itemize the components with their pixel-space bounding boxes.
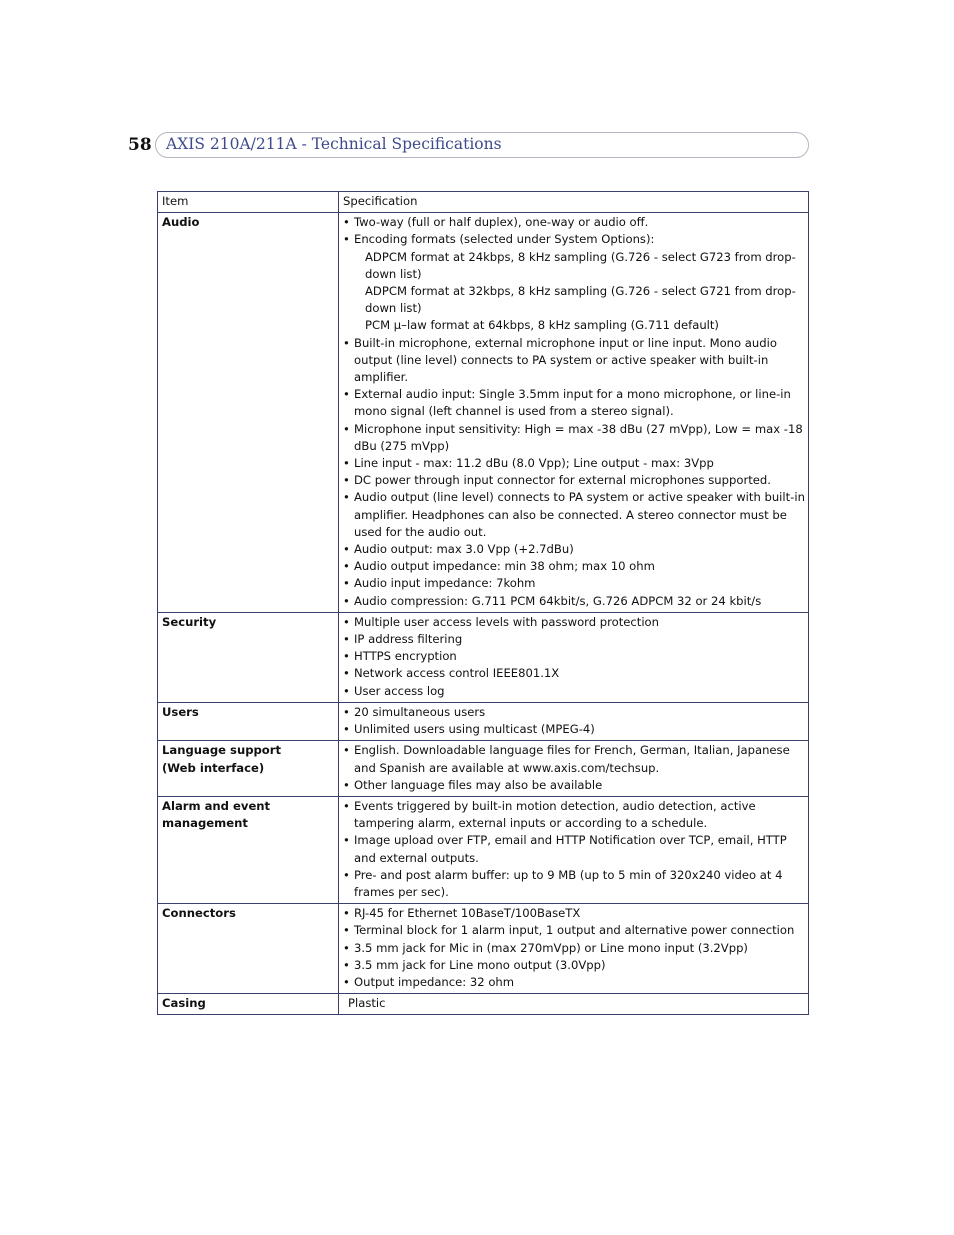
spec-text: 3.5 mm jack for Line mono output (3.0Vpp): [354, 957, 606, 972]
spec-list-item: [343, 777, 805, 794]
row-item-label: Casing: [158, 994, 339, 1015]
page-header: [128, 132, 812, 160]
spec-list-item: [343, 614, 805, 631]
row-specification: [339, 702, 809, 740]
row-item-label: Alarm and event management: [158, 796, 339, 903]
row-specification: [339, 994, 809, 1015]
spec-text: Pre- and post alarm buffer: up to 9 MB (up to 5 min of 320x240 video at 4 frames per sec).: [354, 867, 783, 899]
spec-text: Built-in microphone, external microphone input or line input. Mono audio output (line level) connects to PA system or active speaker with built-in amplifier.: [354, 335, 777, 385]
spec-list-item: [343, 704, 805, 721]
column-header-item: Item: [158, 192, 339, 213]
spec-text: RJ-45 for Ethernet 10BaseT/100BaseTX: [354, 906, 581, 921]
spec-list-item: [343, 575, 805, 592]
page-number: 58: [128, 135, 152, 155]
table-row: [158, 702, 809, 740]
spec-text: Image upload over FTP, email and HTTP Notification over TCP, email, HTTP and external outputs.: [354, 833, 787, 865]
table-row: [158, 994, 809, 1015]
spec-text: External audio input: Single 3.5mm input for a mono microphone, or line-in mono signal (left channel is used from a stereo signal).: [354, 387, 791, 419]
spec-list-item: [343, 832, 805, 866]
spec-list: [343, 905, 805, 991]
page-title: AXIS 210A/211A - Technical Specifications: [166, 135, 502, 153]
spec-text: IP address filtering: [354, 632, 463, 647]
spec-text: Encoding formats (selected under System Options):: [354, 232, 655, 247]
row-item-label: Language support (Web interface): [158, 741, 339, 797]
row-specification: [339, 612, 809, 702]
spec-text: Events triggered by built-in motion detection, audio detection, active tampering alarm, external inputs or according to a schedule.: [354, 798, 756, 831]
spec-text: 20 simultaneous users: [354, 704, 486, 719]
spec-list-item: [343, 867, 805, 901]
spec-list-item: [343, 974, 805, 991]
spec-list-item: [343, 665, 805, 682]
spec-list-item: [343, 489, 805, 541]
spec-list: [343, 742, 805, 794]
spec-sub-item: PCM µ–law format at 64kbps, 8 kHz sampling (G.711 default): [365, 318, 719, 333]
spec-text: Microphone input sensitivity: High = max -38 dBu (27 mVpp), Low = max -18 dBu (275 mVpp): [354, 421, 803, 453]
spec-text: Audio output impedance: min 38 ohm; max 10 ohm: [354, 559, 655, 574]
spec-sub-item: ADPCM format at 32kbps, 8 kHz sampling (G.726 - select G721 from drop-down list): [365, 284, 796, 316]
table-row: [158, 904, 809, 994]
table-row: [158, 612, 809, 702]
spec-list-item: [343, 721, 805, 738]
spec-text: HTTPS encryption: [354, 649, 457, 664]
spec-list-item: [343, 593, 805, 610]
spec-list: [343, 614, 805, 700]
spec-list-item: [343, 472, 805, 489]
spec-list-item: [343, 905, 805, 922]
spec-text: Two-way (full or half duplex), one-way or audio off.: [354, 215, 649, 230]
spec-list: [343, 798, 805, 901]
spec-text: Network access control IEEE801.1X: [354, 666, 560, 681]
spec-text: Multiple user access levels with password protection: [354, 614, 659, 629]
row-item-label: Connectors: [158, 904, 339, 994]
spec-text: Audio output: max 3.0 Vpp (+2.7dBu): [354, 542, 574, 557]
spec-text: Line input - max: 11.2 dBu (8.0 Vpp); Line output - max: 3Vpp: [354, 456, 714, 471]
spec-list-item: [343, 455, 805, 472]
title-banner: [155, 132, 809, 158]
row-specification: [339, 796, 809, 903]
spec-list-item: [343, 648, 805, 665]
spec-list-item: [343, 798, 805, 832]
table-row: [158, 796, 809, 903]
spec-list-item: [343, 940, 805, 957]
column-header-specification: Specification: [339, 192, 809, 213]
row-specification: [339, 904, 809, 994]
spec-list-item: [343, 631, 805, 648]
spec-list-item: [343, 683, 805, 700]
table-row: [158, 213, 809, 613]
spec-list: [343, 704, 805, 738]
table-row: [158, 741, 809, 797]
row-specification: [339, 213, 809, 613]
spec-text: Audio input impedance: 7kohm: [354, 576, 536, 591]
spec-list-item: [343, 541, 805, 558]
spec-list-item: [343, 214, 805, 231]
spec-list-item: [343, 922, 805, 939]
row-item-label: Users: [158, 702, 339, 740]
spec-list-item: [343, 231, 805, 248]
spec-text: DC power through input connector for external microphones supported.: [354, 473, 771, 488]
spec-table: [157, 191, 809, 1015]
spec-text: Other language files may also be available: [354, 777, 603, 792]
spec-sub-item: ADPCM format at 24kbps, 8 kHz sampling (G.726 - select G723 from drop-down list): [365, 249, 796, 281]
spec-text: Unlimited users using multicast (MPEG-4): [354, 722, 595, 737]
table-header-row: [158, 192, 809, 213]
table-body: [158, 213, 809, 1015]
spec-text: Audio compression: G.711 PCM 64kbit/s, G.726 ADPCM 32 or 24 kbit/s: [354, 593, 762, 608]
spec-list-item: [343, 558, 805, 575]
spec-text: Terminal block for 1 alarm input, 1 output and alternative power connection: [354, 923, 795, 938]
spec-plain-text: Plastic: [348, 996, 386, 1011]
spec-list-item: [343, 386, 805, 420]
spec-text: User access log: [354, 683, 445, 698]
spec-text: 3.5 mm jack for Mic in (max 270mVpp) or Line mono input (3.2Vpp): [354, 940, 748, 955]
row-item-label: Security: [158, 612, 339, 702]
spec-text: Audio output (line level) connects to PA system or active speaker with built-in amplifier. Headphones can also be connected. A stereo connector must be used for the audio out.: [354, 490, 805, 539]
spec-text: Output impedance: 32 ohm: [354, 974, 515, 989]
spec-list-item: [343, 335, 805, 387]
spec-text: English. Downloadable language files for French, German, Italian, Japanese and Spanish are available at www.axis.com/techsup.: [354, 743, 790, 775]
spec-list-item: [343, 421, 805, 455]
spec-list-item: [343, 742, 805, 776]
spec-list-item: [343, 957, 805, 974]
spec-list: [343, 214, 805, 610]
row-item-label: Audio: [158, 213, 339, 613]
row-specification: [339, 741, 809, 797]
